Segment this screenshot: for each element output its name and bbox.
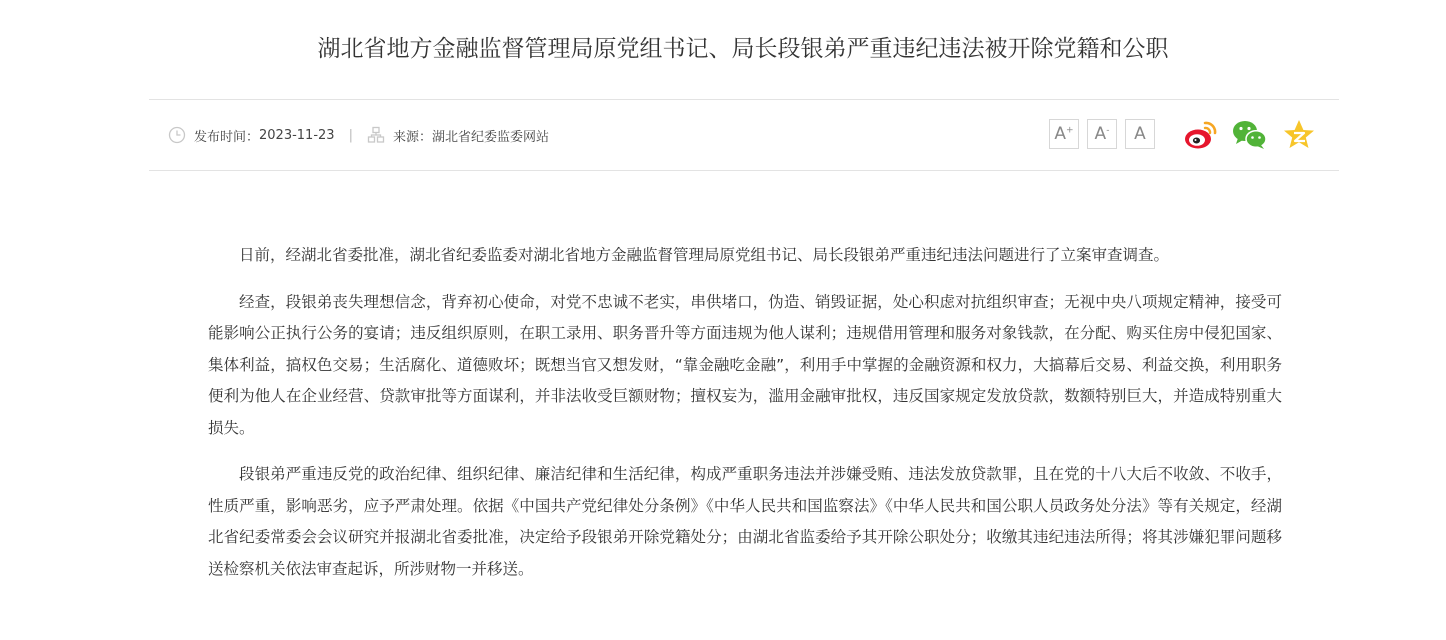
weibo-icon[interactable] bbox=[1183, 118, 1219, 152]
font-decrease-mark: - bbox=[1106, 125, 1110, 136]
share-tools bbox=[1183, 118, 1317, 152]
font-increase-button[interactable] bbox=[1049, 119, 1079, 149]
source-icon bbox=[367, 126, 385, 144]
article-paragraph: 经查，段银弟丧失理想信念，背弃初心使命，对党不忠诚不老实，串供堵口，伪造、销毁证据，处心积虑对抗组织审查；无视中央八项规定精神，接受可能影响公正执行公务的宴请；违反组织原则，在职工录用、职务晋升等方面违规为他人谋利；违规借用管理和服务对象钱款，在分配、购买住房中侵犯国家、集体利益，搞权色交易；生活腐化、道德败坏；既想当官又想发财，“靠金融吃金融”，利用手中掌握的金融资源和权力，大搞幕后交易、利益交换，利用职务便利为他人在企业经营、贷款审批等方面谋利，并非法收受巨额财物；擅权妄为，滥用金融审批权，违反国家规定发放贷款，数额特别巨大，并造成特别重大损失。 bbox=[208, 292, 1282, 437]
font-decrease-label: A bbox=[1094, 124, 1107, 144]
header-divider-top bbox=[149, 99, 1339, 100]
article-body bbox=[208, 240, 1282, 600]
meta-separator: | bbox=[348, 127, 353, 143]
wechat-icon[interactable] bbox=[1232, 118, 1268, 152]
font-size-tools bbox=[1049, 119, 1155, 149]
header-divider-bottom bbox=[149, 170, 1339, 171]
source-name: 湖北省纪委监委网站 bbox=[431, 129, 549, 145]
font-decrease-button[interactable] bbox=[1087, 119, 1117, 149]
publish-label: 发布时间： bbox=[194, 129, 260, 145]
source-label: 来源： bbox=[392, 129, 432, 145]
font-reset-button[interactable] bbox=[1125, 119, 1155, 149]
page-title: 湖北省地方金融监督管理局原党组书记、局长段银弟严重违纪违法被开除党籍和公职 bbox=[317, 36, 1169, 62]
clock-icon bbox=[168, 126, 186, 144]
font-reset-label: A bbox=[1134, 124, 1146, 144]
qzone-icon[interactable] bbox=[1281, 118, 1317, 152]
font-increase-label: A bbox=[1054, 124, 1067, 144]
font-increase-mark: + bbox=[1066, 125, 1074, 136]
article-meta bbox=[168, 124, 549, 146]
article-paragraph: 日前，经湖北省委批准，湖北省纪委监委对湖北省地方金融监督管理局原党组书记、局长段银弟严重违纪违法问题进行了立案审查调查。 bbox=[239, 246, 1170, 264]
publish-date: 2023-11-23 bbox=[259, 127, 335, 143]
article-paragraph: 段银弟严重违反党的政治纪律、组织纪律、廉洁纪律和生活纪律，构成严重职务违法并涉嫌受贿、违法发放贷款罪，且在党的十八大后不收敛、不收手，性质严重，影响恶劣，应予严肃处理。依据《中国共产党纪律处分条例》《中华人民共和国监察法》《中华人民共和国公职人员政务处分法》等有关规定，经湖北省纪委常委会会议研究并报湖北省委批准，决定给予段银弟开除党籍处分；由湖北省监委给予其开除公职处分；收缴其违纪违法所得；将其涉嫌犯罪问题移送检察机关依法审查起诉，所涉财物一并移送。 bbox=[208, 465, 1282, 578]
